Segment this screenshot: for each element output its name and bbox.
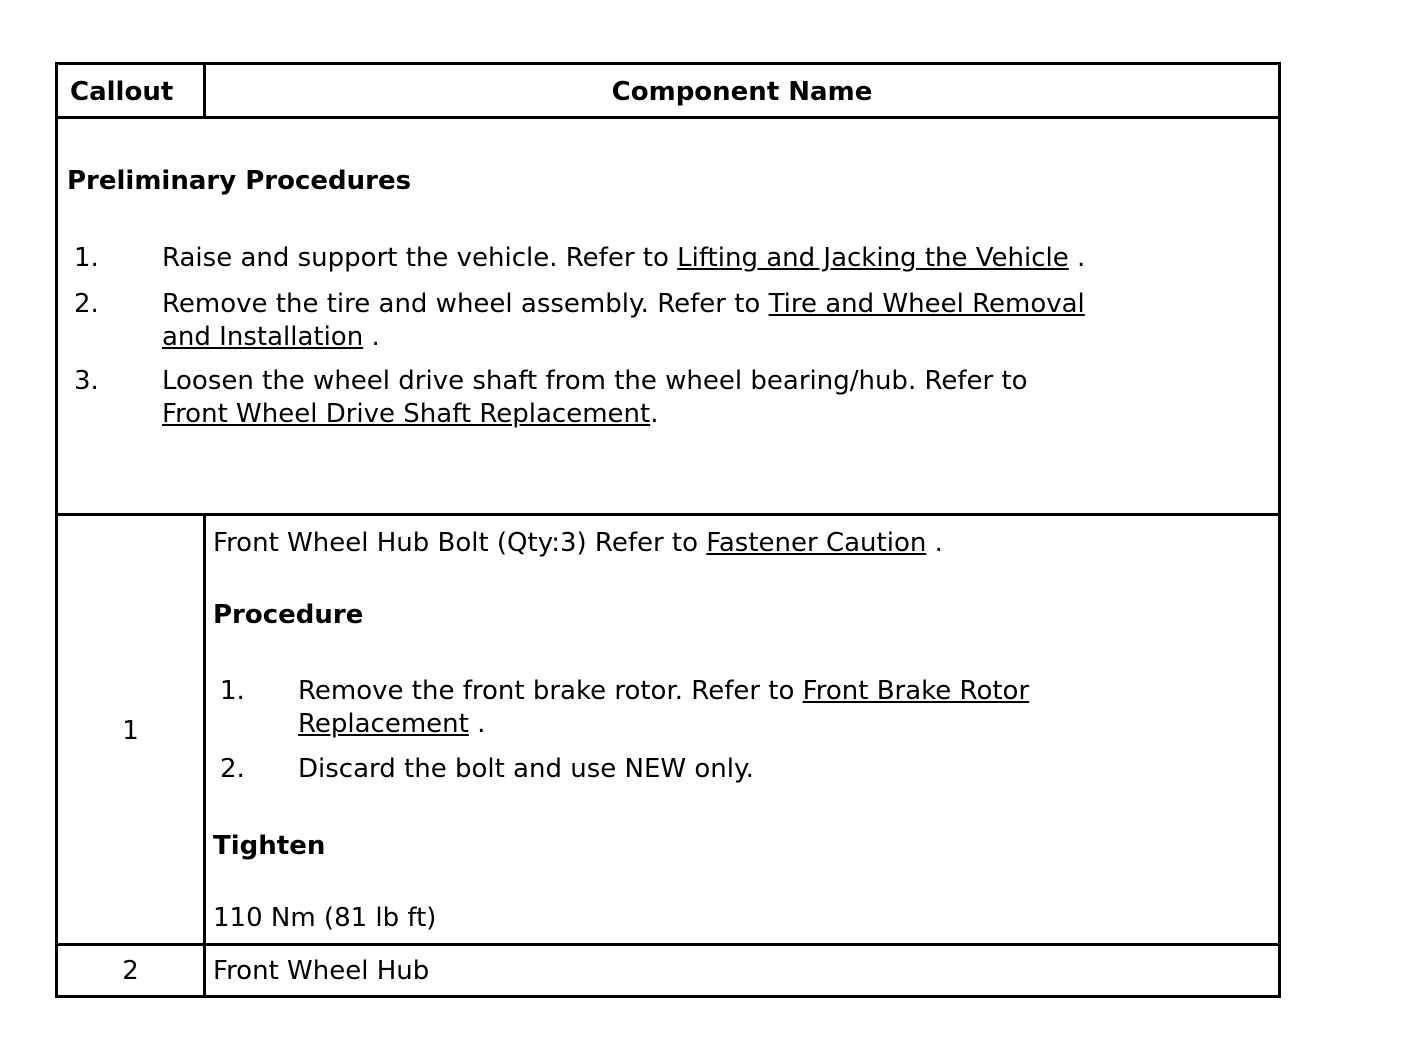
callout-number-2: 2	[122, 956, 139, 986]
callout-number-1: 1	[122, 716, 139, 746]
prelim-step-1-trailing: .	[1068, 243, 1086, 273]
header-callout: Callout	[70, 77, 174, 107]
table-header-row	[58, 65, 1278, 119]
procedure-title: Procedure	[213, 600, 364, 630]
tighten-title: Tighten	[213, 831, 326, 861]
prelim-step-2-trailing: .	[363, 322, 380, 352]
procedure-step-1-trailing: .	[468, 709, 486, 739]
prelim-step-3-text: Loosen the wheel drive shaft from the wheel bearing/hub. Refer to	[162, 366, 1028, 396]
procedure-step-2-text: Discard the bolt and use NEW only.	[298, 754, 754, 784]
table-row	[58, 516, 1278, 946]
component-table	[55, 62, 1281, 998]
prelim-step-3-trailing: .	[650, 399, 659, 429]
link-lifting-and-jacking[interactable]: Lifting and Jacking the Vehicle	[677, 243, 1069, 273]
prelim-step-2-number: 2.	[74, 289, 99, 319]
procedure-step-1-text-line2	[298, 708, 485, 741]
link-and-installation[interactable]: and Installation	[162, 322, 364, 352]
prelim-step-1-text-part: Raise and support the vehicle. Refer to	[162, 243, 678, 273]
prelim-step-2-text-part: Remove the tire and wheel assembly. Refer to	[162, 289, 769, 319]
procedure-step-2-number: 2.	[220, 754, 245, 784]
link-front-wheel-drive-shaft[interactable]: Front Wheel Drive Shaft Replacement	[162, 399, 651, 429]
component-1-text: Front Wheel Hub Bolt (Qty:3) Refer to	[213, 528, 707, 558]
prelim-step-1-number: 1.	[74, 243, 99, 273]
prelim-step-3-text-line2	[162, 398, 658, 431]
column-divider	[203, 516, 206, 946]
link-tire-and-wheel-removal[interactable]: Tire and Wheel Removal	[768, 289, 1085, 319]
prelim-step-1-text	[162, 242, 1085, 275]
preliminary-procedures-row	[58, 119, 1278, 516]
header-component-name: Component Name	[611, 77, 873, 107]
component-1-trailing: .	[926, 528, 943, 558]
prelim-step-2-text-line2	[162, 321, 380, 354]
component-2-name: Front Wheel Hub	[213, 956, 430, 986]
link-replacement[interactable]: Replacement	[298, 709, 469, 739]
procedure-step-1-number: 1.	[220, 676, 245, 706]
procedure-step-1-text	[298, 675, 1029, 708]
column-divider	[203, 946, 206, 998]
link-fastener-caution[interactable]: Fastener Caution	[706, 528, 927, 558]
procedure-step-1-text-part: Remove the front brake rotor. Refer to	[298, 676, 803, 706]
prelim-step-3-number: 3.	[74, 366, 99, 396]
preliminary-procedures-title: Preliminary Procedures	[67, 166, 412, 196]
table-row	[58, 946, 1278, 998]
prelim-step-2-text	[162, 288, 1085, 321]
component-1-name	[213, 527, 943, 560]
tighten-value: 110 Nm (81 lb ft)	[213, 903, 437, 933]
link-front-brake-rotor[interactable]: Front Brake Rotor	[802, 676, 1030, 706]
